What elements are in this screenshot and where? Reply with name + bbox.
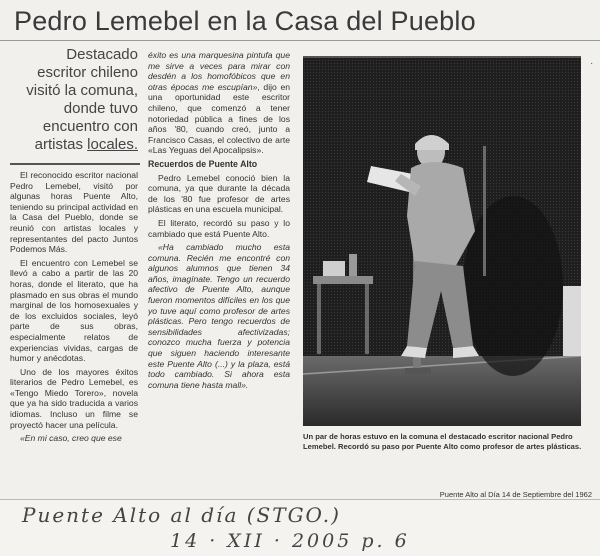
deck-line: visitó la comuna,: [26, 82, 138, 99]
article-column-1: [10, 170, 138, 488]
paragraph: Pedro Lemebel conoció bien la comuna, ya que durante la década de los '80 fue profesor de artes plásticas en una escuela municipal.: [148, 172, 290, 215]
paragraph: Uno de los mayores éxitos literarios de Pedro Lemebel, es «Tengo Miedo Torero», novela que ya ha sido traducida a varios idiomas. Incluso un filme se proyectó hacer una película.: [10, 366, 138, 430]
paragraph: El encuentro con Lemebel se llevó a cabo a partir de las 20 horas, donde el literato, que ha plasmado en sus obras el mundo marginal de los homosexuales y de los excluidos sociales, leyó parte de sus obras, especialmente relatos de experiencias vividas, cargas de humor y anécdotas.: [10, 257, 138, 364]
deck-word-underlined: locales.: [87, 136, 138, 153]
quote-text: éxito es una marquesina pintufa que me sirve a veces para mirar con desdén a los homofóbicos que en otras épocas me escupían»: [148, 50, 290, 92]
deck-line: donde tuvo: [63, 100, 138, 117]
subheading: Recuerdos de Puente Alto: [148, 158, 258, 169]
edge-mark: ·: [590, 58, 594, 69]
paragraph: «Ha cambiado mucho esta comuna. Recién me encontré con algunos alumnos que tienen 34 años, imagínate. Tengo un recuerdo afectivo de Puente Alto, aunque fueron momentos difíciles en los que yo tuve aquí como profesor de artes plásticas. Pero tengo recuerdos de sensibilidades afectivizadas; conozco mucha fuerza y potencia que siguen haciendo interesante este Puente Alto (...) y la plaza, está todo cambiado. Si ahora esta comuna tiene hasta mall».: [148, 242, 290, 390]
handwritten-note-publication: Puente Alto al día (STGO.): [22, 503, 341, 527]
paragraph: «En mi caso, creo que ese: [20, 433, 122, 444]
deck: [18, 46, 138, 154]
paragraph: El reconocido escritor nacional Pedro Lemebel, visitó por algunas horas Puente Alto, teniendo su principal actividad en la Casa del Pueblo, donde se reunió con artistas locales y representantes del pacto Juntos Podemos Más.: [10, 170, 138, 255]
deck-line: escritor chileno: [37, 64, 138, 81]
paragraph: [148, 50, 290, 156]
deck-line: Destacado: [66, 46, 138, 63]
deck-rule: [10, 163, 140, 165]
clipping-edge: [0, 499, 600, 500]
deck-line: encuentro con: [42, 118, 138, 135]
photo-pedro-lemebel-reading: [303, 56, 581, 426]
photo-caption: Un par de horas estuvo en la comuna el destacado escritor nacional Pedro Lemebel. Recordó su paso por Puente Alto como profesor de artes plásticas.: [303, 432, 582, 451]
photo-image: [303, 56, 581, 426]
deck-word: artistas: [34, 136, 83, 153]
headline-rule: [0, 40, 600, 41]
handwritten-note-date: 14 · XII · 2005 p. 6: [170, 530, 410, 552]
source-line: Puente Alto al Día 14 de Septiembre del 1962: [439, 490, 592, 499]
paragraph-text: , dijo en una oportunidad este escritor chileno, que comenzó a tener notoriedad pública a fines de los años '80, cuando creó, junto a Francisco Casas, el colectivo de arte «Las Yeguas del Apocalipsis».: [148, 81, 290, 156]
deck-line: [18, 136, 138, 154]
paragraph: El literato, recordó su paso y lo cambiado que está Puente Alto.: [148, 217, 290, 239]
article-column-2: [148, 50, 290, 488]
headline: Pedro Lemebel en la Casa del Pueblo: [14, 6, 476, 36]
